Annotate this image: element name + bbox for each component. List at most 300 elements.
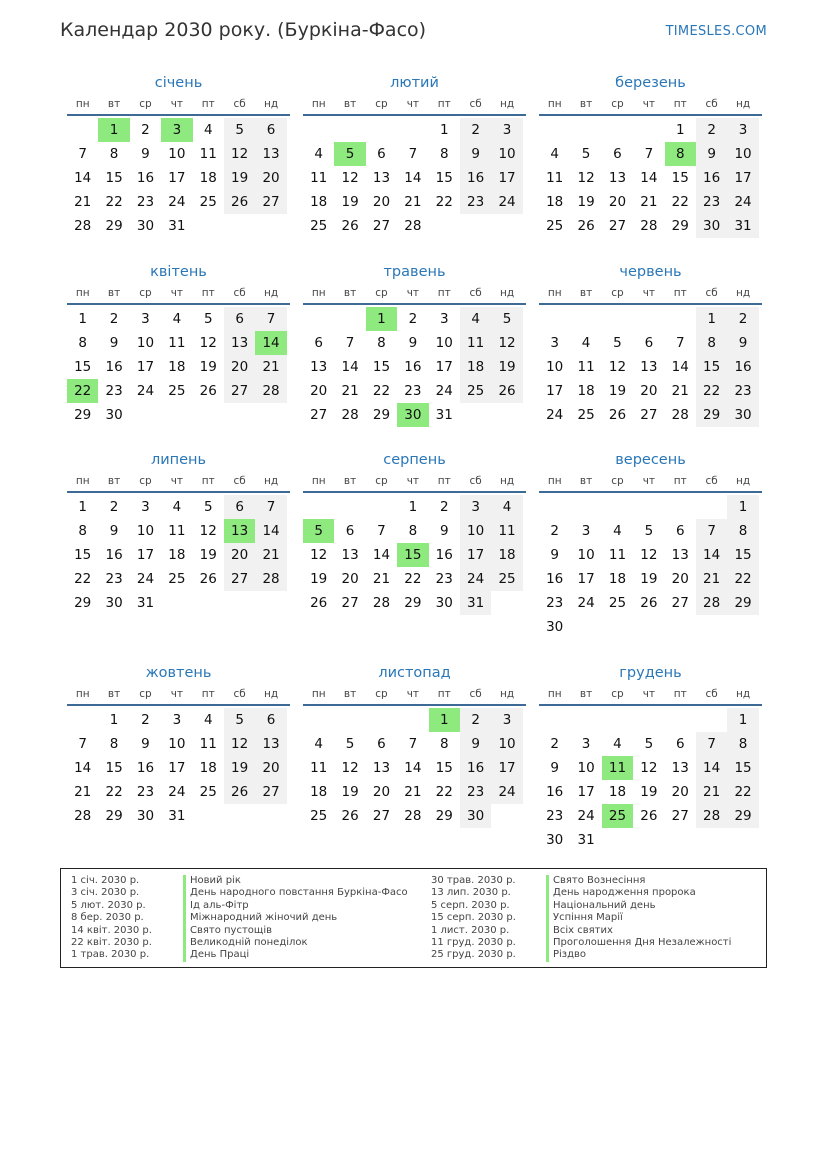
day-cell: 25 (577, 407, 595, 423)
day-cell: 7 (78, 736, 87, 752)
weekday-label: нд (263, 688, 279, 700)
day-cell: 10 (577, 760, 595, 776)
weekday-label: нд (263, 475, 279, 487)
empty-cell (602, 708, 633, 732)
day-cell: 17 (136, 359, 155, 375)
day-cell: 18 (577, 383, 595, 399)
day-cell: 23 (404, 383, 422, 399)
day-cell: 26 (341, 808, 359, 824)
day-cell: 16 (105, 359, 123, 375)
day-cell: 14 (372, 547, 391, 563)
day-cell: 22 (74, 571, 92, 587)
weekday-label: нд (263, 287, 279, 299)
day-cell: 10 (136, 335, 155, 351)
empty-cell (539, 118, 570, 142)
day-cell: 10 (727, 142, 758, 166)
day-cell: 16 (696, 166, 727, 190)
day-cell: 12 (199, 523, 217, 539)
weekday-label: сб (705, 287, 718, 299)
day-cell: 27 (640, 407, 658, 423)
day-cell: 3 (141, 499, 150, 515)
empty-cell (366, 118, 397, 142)
weekday-label: нд (499, 475, 515, 487)
day-grid (539, 708, 762, 852)
day-cell: 21 (696, 567, 727, 591)
weekday-label: сб (705, 475, 718, 487)
day-cell: 24 (546, 407, 564, 423)
month-name: квітень (150, 264, 207, 280)
day-cell: 19 (577, 194, 595, 210)
day-cell: 27 (255, 780, 286, 804)
legend-date: 5 серп. 2030 р. (431, 899, 510, 911)
empty-cell (570, 307, 601, 331)
day-cell: 4 (203, 122, 213, 138)
day-cell: 1 (78, 311, 87, 327)
day-cell: 6 (224, 307, 255, 331)
weekday-label: пн (311, 475, 326, 487)
day-cell: 24 (460, 567, 491, 591)
weekday-label: чт (170, 287, 184, 299)
holiday-legend (60, 868, 767, 968)
day-cell: 23 (727, 379, 758, 403)
day-cell: 26 (608, 407, 627, 423)
day-cell: 10 (491, 732, 522, 756)
day-cell: 4 (172, 499, 182, 515)
day-cell: 11 (491, 519, 522, 543)
weekday-label: вт (579, 98, 593, 110)
weekday-label: ср (375, 688, 388, 700)
day-cell: 28 (696, 591, 727, 615)
day-cell: 22 (372, 383, 391, 399)
legend-holiday-name: Всіх святих (546, 925, 731, 937)
weekday-label: нд (735, 287, 751, 299)
day-cell: 17 (435, 359, 453, 375)
day-cell: 21 (74, 784, 92, 800)
day-cell: 12 (491, 331, 522, 355)
day-cell: 7 (345, 335, 355, 351)
day-cell: 18 (491, 543, 522, 567)
month-name: жовтень (145, 665, 212, 681)
day-cell: 15 (105, 170, 123, 186)
day-cell: 10 (460, 519, 491, 543)
day-cell: 2 (460, 708, 491, 732)
day-cell: 30 (435, 595, 453, 611)
day-cell: 5 (644, 523, 654, 539)
weekday-label: чт (406, 98, 420, 110)
empty-cell (602, 495, 633, 519)
day-cell: 20 (224, 355, 255, 379)
day-cell: 16 (727, 355, 758, 379)
day-cell: 13 (671, 760, 689, 776)
weekday-label: пн (75, 287, 90, 299)
day-cell: 29 (727, 591, 758, 615)
day-cell: 20 (255, 756, 286, 780)
day-cell: 26 (341, 218, 359, 234)
day-cell: 18 (168, 547, 186, 563)
day-cell: 26 (310, 595, 328, 611)
day-cell: 1 (696, 307, 727, 331)
legend-holiday-name: День народження пророка (546, 887, 731, 899)
day-cell: 15 (435, 760, 453, 776)
day-cell: 25 (546, 218, 564, 234)
month-name: серпень (383, 452, 446, 468)
day-cell: 5 (581, 146, 591, 162)
day-cell: 27 (224, 567, 255, 591)
weekday-label: сб (233, 98, 246, 110)
day-cell: 15 (671, 170, 689, 186)
day-cell: 12 (341, 170, 359, 186)
day-cell: 27 (608, 218, 627, 234)
day-cell: 6 (675, 523, 685, 539)
weekday-label: чт (406, 475, 420, 487)
weekday-label: сб (469, 475, 482, 487)
day-cell: 20 (608, 194, 627, 210)
weekday-label: пт (673, 475, 687, 487)
day-cell: 3 (491, 118, 522, 142)
day-cell: 27 (372, 808, 391, 824)
day-cell: 14 (404, 170, 422, 186)
day-cell: 1 (408, 499, 418, 515)
holiday-day-cell: 1 (98, 118, 129, 142)
weekday-header (303, 684, 526, 706)
day-cell: 13 (255, 732, 286, 756)
legend-holiday-name: Успіння Марії (546, 912, 731, 924)
weekday-label: вт (343, 688, 357, 700)
day-cell: 31 (727, 214, 758, 238)
day-cell: 6 (613, 146, 622, 162)
day-cell: 3 (439, 311, 449, 327)
day-cell: 2 (550, 736, 559, 752)
weekday-label: пн (547, 688, 562, 700)
weekday-header (67, 471, 290, 493)
day-cell: 29 (105, 808, 123, 824)
day-cell: 9 (109, 335, 119, 351)
legend-holiday-name: Міжнародний жіночий день (183, 912, 408, 924)
empty-cell (539, 708, 570, 732)
empty-cell (303, 307, 334, 331)
day-cell: 28 (640, 218, 658, 234)
day-cell: 18 (310, 784, 328, 800)
empty-cell (696, 495, 727, 519)
day-cell: 18 (199, 170, 217, 186)
empty-cell (539, 495, 570, 519)
day-cell: 30 (546, 832, 564, 848)
day-cell: 19 (224, 756, 255, 780)
weekday-header (303, 283, 526, 305)
day-cell: 30 (136, 218, 155, 234)
day-cell: 14 (74, 760, 92, 776)
legend-date: 25 груд. 2030 р. (431, 949, 516, 961)
day-cell: 28 (74, 218, 92, 234)
day-cell: 27 (372, 218, 391, 234)
day-cell: 23 (136, 784, 155, 800)
day-cell: 9 (439, 523, 449, 539)
weekday-label: чт (406, 688, 420, 700)
day-cell: 31 (435, 407, 453, 423)
day-cell: 12 (341, 760, 359, 776)
day-cell: 5 (491, 307, 522, 331)
day-cell: 24 (577, 595, 595, 611)
legend-date: 30 трав. 2030 р. (431, 875, 516, 886)
day-cell: 1 (727, 495, 758, 519)
weekday-label: вт (107, 688, 121, 700)
empty-cell (570, 708, 601, 732)
day-cell: 9 (109, 523, 119, 539)
holiday-day-cell: 1 (366, 307, 397, 331)
day-cell: 1 (439, 122, 449, 138)
empty-cell (633, 118, 664, 142)
weekday-header (539, 94, 762, 116)
day-cell: 29 (404, 595, 422, 611)
day-cell: 11 (608, 547, 627, 563)
day-cell: 26 (640, 595, 658, 611)
day-cell: 20 (341, 571, 359, 587)
legend-date: 22 квіт. 2030 р. (71, 936, 152, 948)
day-cell: 28 (74, 808, 92, 824)
day-cell: 2 (141, 712, 150, 728)
day-cell: 2 (408, 311, 418, 327)
weekday-label: ср (611, 287, 624, 299)
day-cell: 20 (372, 784, 391, 800)
weekday-label: нд (499, 98, 515, 110)
day-cell: 5 (224, 118, 255, 142)
day-cell: 12 (640, 547, 658, 563)
day-cell: 19 (491, 355, 522, 379)
weekday-label: сб (469, 287, 482, 299)
weekday-header (539, 684, 762, 706)
day-cell: 13 (372, 760, 391, 776)
day-cell: 24 (435, 383, 453, 399)
day-cell: 12 (199, 335, 217, 351)
day-cell: 18 (310, 194, 328, 210)
day-cell: 21 (671, 383, 689, 399)
weekday-label: нд (735, 98, 751, 110)
holiday-day-cell: 8 (665, 142, 696, 166)
weekday-label: пт (673, 287, 687, 299)
day-cell: 24 (168, 194, 186, 210)
day-cell: 27 (341, 595, 359, 611)
day-cell: 24 (577, 808, 595, 824)
day-cell: 4 (314, 736, 323, 752)
weekday-label: ср (611, 688, 624, 700)
day-cell: 6 (345, 523, 355, 539)
day-cell: 27 (224, 379, 255, 403)
day-cell: 16 (136, 760, 155, 776)
day-cell: 19 (640, 784, 658, 800)
day-cell: 14 (671, 359, 689, 375)
legend-date: 11 груд. 2030 р. (431, 936, 516, 948)
day-cell: 15 (727, 756, 758, 780)
day-cell: 8 (78, 335, 87, 351)
day-cell: 23 (460, 190, 491, 214)
weekday-label: нд (499, 287, 515, 299)
empty-cell (633, 307, 664, 331)
day-cell: 16 (546, 784, 564, 800)
day-cell: 20 (671, 784, 689, 800)
weekday-label: чт (642, 287, 656, 299)
month-name: березень (615, 75, 686, 91)
day-cell: 18 (199, 760, 217, 776)
empty-cell (334, 118, 365, 142)
day-cell: 3 (172, 712, 182, 728)
day-cell: 16 (460, 166, 491, 190)
day-cell: 17 (168, 760, 186, 776)
day-cell: 17 (460, 543, 491, 567)
empty-cell (67, 118, 98, 142)
day-cell: 12 (608, 359, 627, 375)
weekday-label: пт (201, 98, 215, 110)
day-cell: 10 (136, 523, 155, 539)
day-cell: 23 (105, 571, 123, 587)
day-grid (539, 307, 762, 427)
day-grid (303, 118, 526, 238)
empty-cell (696, 708, 727, 732)
day-cell: 2 (109, 499, 119, 515)
day-cell: 24 (491, 780, 522, 804)
empty-cell (334, 307, 365, 331)
day-grid (67, 495, 290, 615)
weekday-label: пн (547, 287, 562, 299)
weekday-label: пн (75, 98, 90, 110)
weekday-label: пт (201, 688, 215, 700)
day-cell: 6 (377, 736, 386, 752)
day-cell: 12 (577, 170, 595, 186)
day-cell: 30 (105, 407, 123, 423)
day-cell: 5 (345, 736, 355, 752)
day-cell: 6 (224, 495, 255, 519)
legend-left-dates (71, 875, 152, 962)
month-name: листопад (378, 665, 451, 681)
holiday-day-cell: 25 (602, 804, 633, 828)
day-cell: 23 (435, 571, 453, 587)
day-cell: 17 (577, 571, 595, 587)
empty-cell (397, 708, 428, 732)
holiday-day-cell: 14 (255, 331, 286, 355)
empty-cell (366, 495, 397, 519)
day-cell: 13 (255, 142, 286, 166)
day-grid (539, 118, 762, 238)
day-cell: 5 (203, 499, 213, 515)
day-cell: 11 (310, 760, 328, 776)
day-cell: 15 (74, 359, 92, 375)
day-cell: 7 (408, 736, 418, 752)
weekday-label: вт (343, 287, 357, 299)
day-cell: 5 (613, 335, 622, 351)
day-cell: 29 (74, 407, 92, 423)
brand-logo-text[interactable]: TIMESLES.COM (665, 24, 767, 39)
day-cell: 2 (141, 122, 150, 138)
day-cell: 8 (377, 335, 386, 351)
legend-date: 1 трав. 2030 р. (71, 949, 150, 961)
day-cell: 18 (168, 359, 186, 375)
holiday-day-cell: 30 (397, 403, 428, 427)
weekday-label: ср (375, 475, 388, 487)
day-grid (67, 708, 290, 828)
day-cell: 25 (460, 379, 491, 403)
weekday-label: пт (201, 287, 215, 299)
month-block (539, 449, 762, 639)
day-cell: 8 (727, 519, 758, 543)
day-cell: 30 (696, 214, 727, 238)
weekday-label: вт (579, 688, 593, 700)
weekday-label: пн (311, 98, 326, 110)
legend-holiday-name: День народного повстання Буркіна-Фасо (183, 887, 408, 899)
day-cell: 19 (224, 166, 255, 190)
day-grid (303, 708, 526, 828)
month-block (303, 449, 526, 615)
empty-cell (570, 118, 601, 142)
legend-holiday-name: Новий рік (183, 875, 408, 887)
weekday-label: нд (735, 688, 751, 700)
day-cell: 26 (577, 218, 595, 234)
day-cell: 26 (224, 780, 255, 804)
day-cell: 15 (105, 760, 123, 776)
weekday-header (303, 471, 526, 493)
day-cell: 11 (546, 170, 564, 186)
day-cell: 13 (608, 170, 627, 186)
day-cell: 19 (640, 571, 658, 587)
weekday-label: вт (579, 475, 593, 487)
day-cell: 7 (255, 307, 286, 331)
legend-date: 8 бер. 2030 р. (71, 912, 144, 924)
day-cell: 1 (109, 712, 119, 728)
day-grid (67, 118, 290, 238)
legend-holiday-name: Різдво (546, 949, 731, 961)
day-cell: 17 (577, 784, 595, 800)
day-cell: 3 (550, 335, 559, 351)
weekday-label: сб (233, 688, 246, 700)
legend-date: 15 серп. 2030 р. (431, 912, 516, 924)
holiday-day-cell: 5 (334, 142, 365, 166)
weekday-label: чт (642, 98, 656, 110)
day-cell: 25 (491, 567, 522, 591)
month-name: вересень (615, 452, 686, 468)
day-cell: 29 (696, 403, 727, 427)
day-cell: 3 (141, 311, 150, 327)
weekday-label: ср (375, 98, 388, 110)
day-cell: 19 (341, 194, 359, 210)
day-cell: 3 (460, 495, 491, 519)
weekday-label: пн (75, 475, 90, 487)
day-cell: 5 (224, 708, 255, 732)
holiday-day-cell: 13 (224, 519, 255, 543)
empty-cell (67, 708, 98, 732)
day-cell: 27 (255, 190, 286, 214)
day-cell: 9 (141, 736, 150, 752)
weekday-label: сб (469, 98, 482, 110)
weekday-label: вт (343, 98, 357, 110)
empty-cell (665, 708, 696, 732)
day-cell: 19 (199, 359, 217, 375)
legend-date: 1 лист. 2030 р. (431, 924, 510, 936)
legend-holiday-name: Свято Вознесіння (546, 875, 731, 887)
weekday-label: вт (107, 475, 121, 487)
day-cell: 16 (460, 756, 491, 780)
weekday-label: нд (499, 688, 515, 700)
day-cell: 22 (696, 379, 727, 403)
day-cell: 17 (136, 547, 155, 563)
legend-date: 13 лип. 2030 р. (431, 887, 511, 899)
day-cell: 24 (491, 190, 522, 214)
weekday-label: пт (437, 688, 451, 700)
weekday-header (67, 94, 290, 116)
day-cell: 15 (372, 359, 391, 375)
day-cell: 20 (671, 571, 689, 587)
day-cell: 6 (675, 736, 685, 752)
day-cell: 23 (136, 194, 155, 210)
weekday-label: сб (705, 688, 718, 700)
day-cell: 4 (460, 307, 491, 331)
